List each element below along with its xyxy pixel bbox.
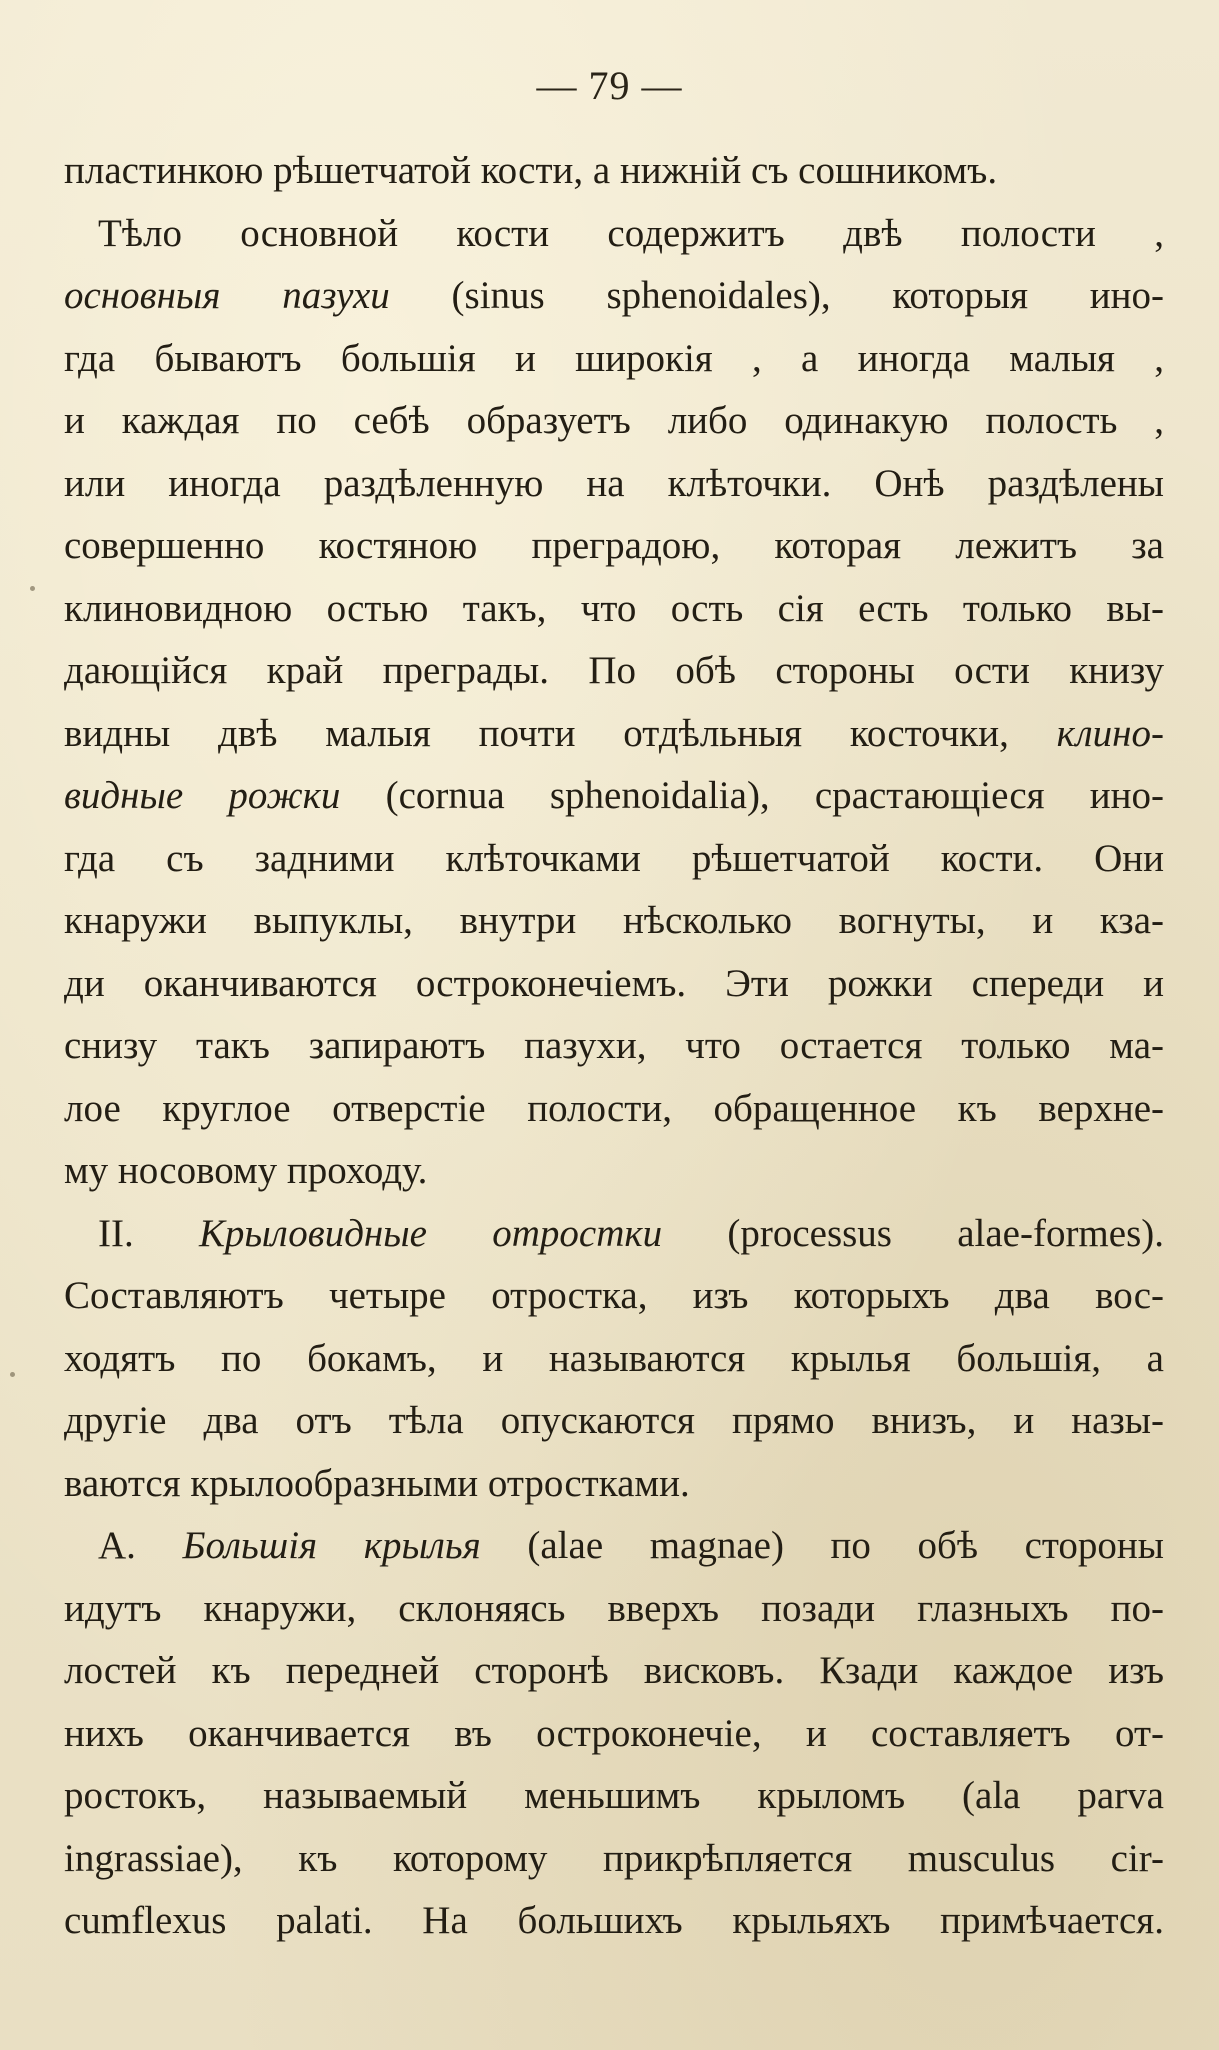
- text-line: [64, 890, 1164, 953]
- text-line: [64, 1328, 1164, 1391]
- text-line: [64, 328, 1164, 391]
- text-segment: дающійся край преграды. По обѣ стороны ости книзу: [64, 649, 1164, 692]
- text-line: [64, 578, 1164, 641]
- paper-speck: [10, 1372, 15, 1377]
- text-segment: снизу такъ запираютъ пазухи, что остается только ма-: [64, 1024, 1164, 1067]
- italic-term: клино-: [1056, 711, 1164, 755]
- page-number: — 79 —: [536, 63, 683, 108]
- text-segment: лое круглое отверстіе полости, обращенное къ верхне-: [64, 1086, 1164, 1130]
- italic-term: Большія крылья: [182, 1524, 481, 1567]
- text-segment: и каждая по себѣ образуетъ либо одинакую полость ,: [64, 399, 1164, 442]
- text-segment: другіе два отъ тѣла опускаются прямо внизъ, и назы-: [64, 1399, 1164, 1442]
- text-line: [64, 1015, 1164, 1078]
- text-line: [64, 1515, 1164, 1578]
- text-line: [64, 515, 1164, 578]
- text-line: [64, 1765, 1164, 1828]
- text-segment: видны двѣ малыя почти отдѣльныя косточки,: [64, 711, 1057, 755]
- text-segment: гда бываютъ большія и широкія , а иногда малыя ,: [64, 336, 1164, 380]
- text-segment: гда съ задними клѣточками рѣшетчатой кости. Они: [64, 836, 1164, 880]
- text-segment: клиновидною остью такъ, что ость сія есть только вы-: [64, 586, 1164, 630]
- text-segment: пластинкою рѣшетчатой кости, а нижній съ сошникомъ.: [64, 149, 998, 192]
- text-line: [64, 265, 1164, 328]
- text-line: [64, 828, 1164, 891]
- text-segment: II.: [98, 1211, 199, 1255]
- text-line: [64, 203, 1164, 266]
- text-line: [64, 1640, 1164, 1703]
- text-segment: Составляютъ четыре отростка, изъ которыхъ два вос-: [64, 1274, 1164, 1317]
- text-segment: ingrassiae), къ которому прикрѣпляется musculus cir-: [64, 1836, 1164, 1880]
- text-line: [64, 640, 1164, 703]
- text-line: [64, 1828, 1164, 1891]
- text-segment: ди оканчиваются остроконечіемъ. Эти рожки спереди и: [64, 961, 1164, 1005]
- text-segment: лостей къ передней сторонѣ висковъ. Кзади каждое изъ: [64, 1649, 1164, 1692]
- text-segment: A.: [98, 1524, 183, 1567]
- text-segment: му носовому проходу.: [64, 1149, 428, 1192]
- text-segment: ростокъ, называемый меньшимъ крыломъ (ala parva: [64, 1774, 1164, 1817]
- text-line: [64, 953, 1164, 1016]
- italic-term: видные рожки: [64, 774, 341, 817]
- text-line: [64, 1453, 1164, 1516]
- italic-term: основныя пазухи: [64, 274, 390, 317]
- text-segment: идутъ кнаружи, склоняясь вверхъ позади глазныхъ по-: [64, 1586, 1164, 1630]
- text-segment: ходятъ по бокамъ, и называются крылья большія, а: [64, 1336, 1164, 1380]
- text-segment: совершенно костяною преградою, которая лежитъ за: [64, 524, 1164, 567]
- italic-term: Крыловидные отростки: [198, 1211, 663, 1255]
- text-segment: (processus alae-formes).: [662, 1211, 1164, 1255]
- text-line: [64, 703, 1164, 766]
- text-line: [64, 765, 1164, 828]
- text-line: [64, 1078, 1164, 1141]
- text-segment: нихъ оканчивается въ остроконечіе, и составляетъ от-: [64, 1711, 1164, 1755]
- text-line: [64, 140, 1164, 203]
- text-line: [64, 390, 1164, 453]
- text-line: [64, 1265, 1164, 1328]
- text-segment: (sinus sphenoidales), которыя ино-: [389, 274, 1164, 317]
- text-line: [64, 1390, 1164, 1453]
- text-line: [64, 1890, 1164, 1953]
- text-segment: ваются крылообразными отростками.: [64, 1461, 690, 1505]
- text-line: [64, 1140, 1164, 1203]
- text-line: [64, 1703, 1164, 1766]
- text-segment: Тѣло основной кости содержитъ двѣ полости ,: [98, 211, 1164, 255]
- text-segment: cumflexus palati. На большихъ крыльяхъ примѣчается.: [64, 1899, 1164, 1942]
- text-segment: кнаружи выпуклы, внутри нѣсколько вогнуты, и кза-: [64, 899, 1164, 942]
- text-segment: (cornua sphenoidalia), срастающіеся ино-: [340, 774, 1164, 817]
- text-segment: (alae magnae) по обѣ стороны: [480, 1524, 1164, 1567]
- text-segment: или иногда раздѣленную на клѣточки. Онѣ раздѣлены: [64, 461, 1164, 505]
- page-text: [64, 140, 1164, 1953]
- text-line: [64, 453, 1164, 516]
- paper-speck: [30, 586, 35, 591]
- text-line: [64, 1578, 1164, 1641]
- text-line: [64, 1203, 1164, 1266]
